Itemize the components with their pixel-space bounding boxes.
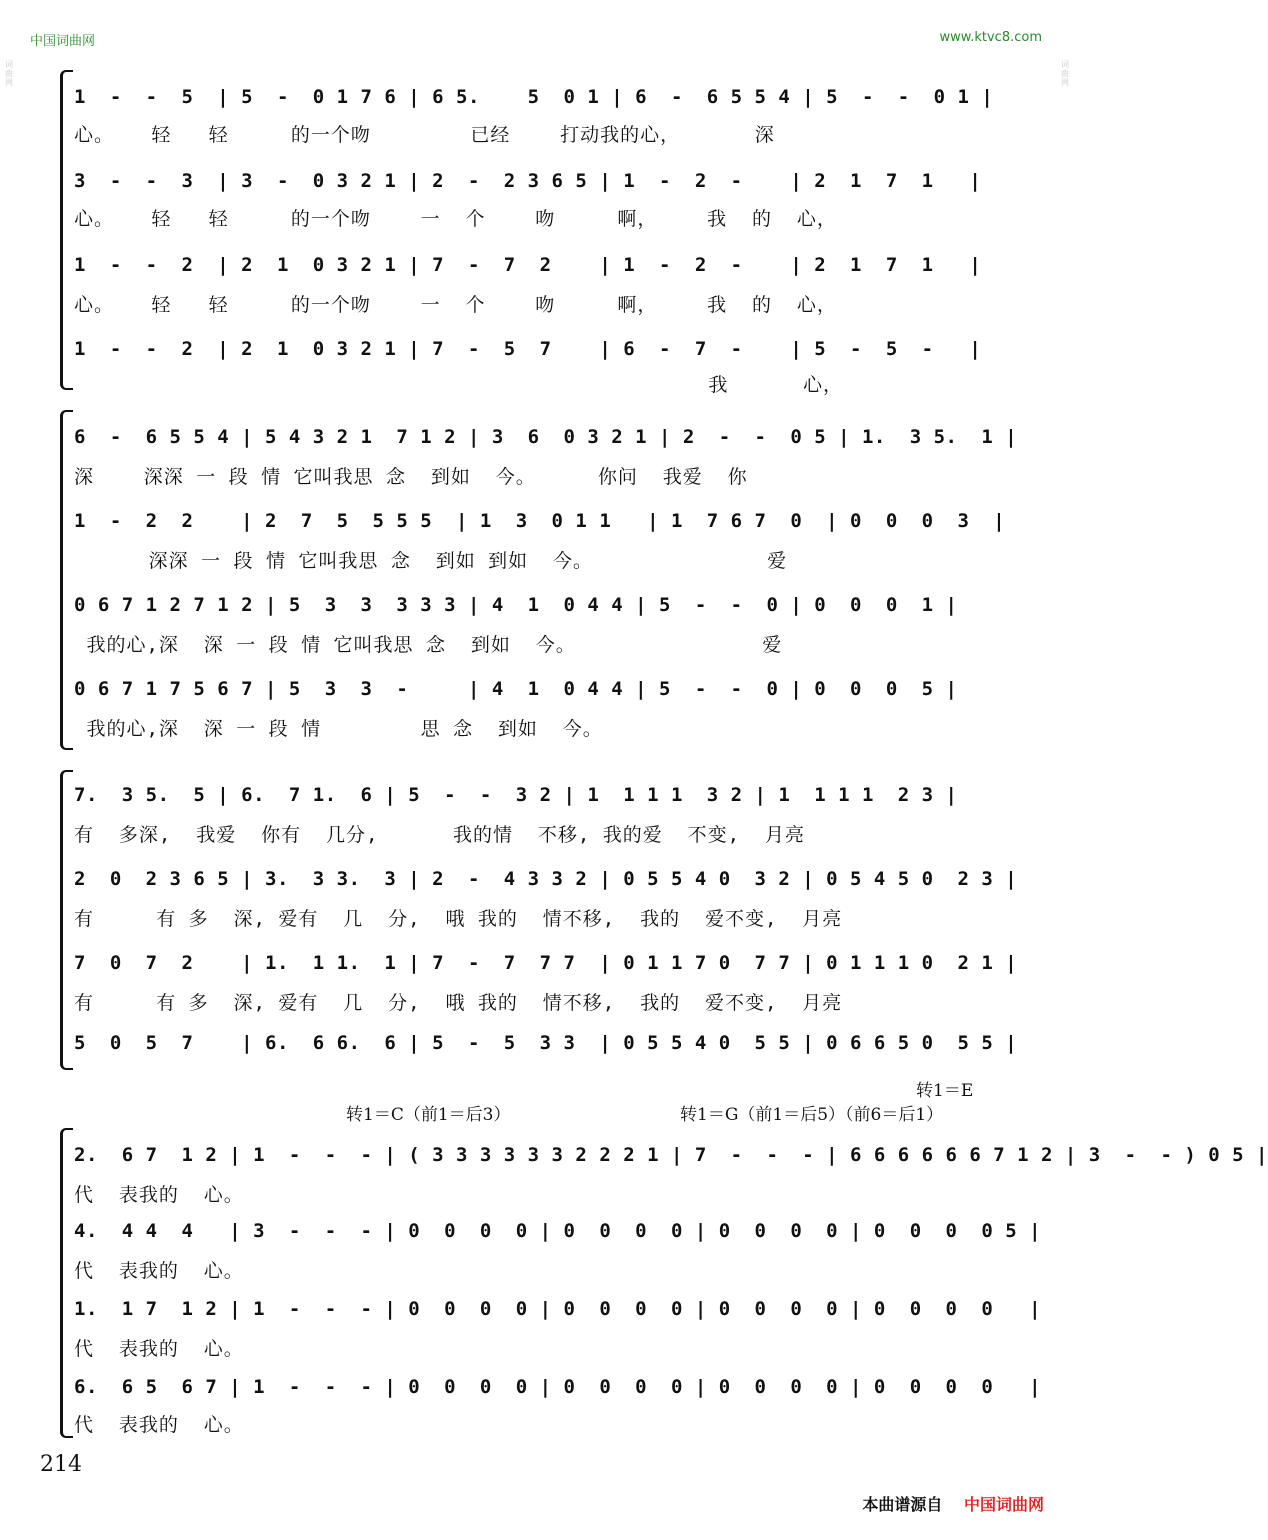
score-system-2 <box>50 410 1030 750</box>
site-url-header: www.ktvc8.com <box>939 30 1042 45</box>
notes-line: 7. 3 5. 5 | 6. 7 1. 6 | 5 - - 3 2 | 1 1 1 1 3 2 | 1 1 1 1 2 3 | <box>74 784 958 806</box>
lyric-line: 深 深深 一 段 情 它叫我思 念 到如 今。 你问 我爱 你 <box>74 466 748 488</box>
notes-line: 1 - 2 2 | 2 7 5 5 5 5 | 1 3 0 1 1 | 1 7 6 7 0 | 0 0 0 3 | <box>74 510 1006 532</box>
system-bracket <box>60 770 73 1070</box>
notes-line: 1 - - 2 | 2 1 0 3 2 1 | 7 - 7 2 | 1 - 2 - | 2 1 7 1 | <box>74 254 982 276</box>
lyric-line: 有 有 多 深, 爱有 几 分, 哦 我的 情不移, 我的 爱不变, 月亮 <box>74 992 843 1014</box>
notes-line: 2 0 2 3 6 5 | 3. 3 3. 3 | 2 - 4 3 3 2 | 0 5 5 4 0 3 2 | 0 5 4 5 0 2 3 | <box>74 868 1018 890</box>
score-system-3 <box>50 770 1030 1070</box>
lyric-line: 心。 轻 轻 的一个吻 一 个 吻 啊， 我 的 心， <box>74 208 837 230</box>
notes-line: 3 - - 3 | 3 - 0 3 2 1 | 2 - 2 3 6 5 | 1 - 2 - | 2 1 7 1 | <box>74 170 982 192</box>
notes-line: 1 - - 5 | 5 - 0 1 7 6 | 6 5. 5 0 1 | 6 - 6 5 5 4 | 5 - - 0 1 | <box>74 86 994 108</box>
lyric-line: 我的心,深 深 一 段 情 它叫我思 念 到如 今。 爱 <box>74 634 783 656</box>
notes-line: 4. 4 4 4 | 3 - - - | 0 0 0 0 | 0 0 0 0 | 0 0 0 0 | 0 0 0 0 5 | <box>74 1220 1042 1242</box>
lyric-line: 我的心,深 深 一 段 情 思 念 到如 今。 <box>74 718 603 740</box>
score-system-4 <box>50 1128 1268 1438</box>
lyric-line: 深深 一 段 情 它叫我思 念 到如 到如 今。 爱 <box>74 550 788 572</box>
notes-line: 6 - 6 5 5 4 | 5 4 3 2 1 7 1 2 | 3 6 0 3 2 1 | 2 - - 0 5 | 1. 3 5. 1 | <box>74 426 1018 448</box>
footer-site-name: 中国词曲网 <box>963 1495 1044 1514</box>
lyric-line: 有 有 多 深, 爱有 几 分, 哦 我的 情不移, 我的 爱不变, 月亮 <box>74 908 843 930</box>
footer-source-label: 本曲谱源自 <box>862 1495 943 1514</box>
lyric-line: 我 心， <box>74 374 844 396</box>
site-name-header: 中国词曲网 <box>30 34 96 49</box>
notes-line: 5 0 5 7 | 6. 6 6. 6 | 5 - 5 3 3 | 0 5 5 4 0 5 5 | 0 6 6 5 0 5 5 | <box>74 1032 1018 1054</box>
footer <box>862 1492 1044 1515</box>
system-bracket <box>60 1128 73 1438</box>
key-change-c: 转1＝C（前1＝后3） <box>346 1105 511 1125</box>
notes-line: 6. 6 5 6 7 | 1 - - - | 0 0 0 0 | 0 0 0 0 | 0 0 0 0 | 0 0 0 0 | <box>74 1376 1042 1398</box>
lyric-line: 代 表我的 心。 <box>74 1260 244 1282</box>
side-watermark-left: 词曲网 <box>5 60 13 87</box>
key-change-g: 转1＝G（前1＝后5）（前6＝后1） <box>680 1105 944 1125</box>
notes-line: 7 0 7 2 | 1. 1 1. 1 | 7 - 7 7 7 | 0 1 1 7 0 7 7 | 0 1 1 1 0 2 1 | <box>74 952 1018 974</box>
score-system-1 <box>50 70 1030 396</box>
side-watermark-right: 词曲网 <box>1061 60 1069 87</box>
lyric-line: 代 表我的 心。 <box>74 1414 244 1436</box>
lyric-line: 心。 轻 轻 的一个吻 一 个 吻 啊， 我 的 心， <box>74 294 837 316</box>
lyric-line: 有 多深, 我爱 你有 几分, 我的情 不移, 我的爱 不变, 月亮 <box>74 824 805 846</box>
notes-line: 0 6 7 1 2 7 1 2 | 5 3 3 3 3 3 | 4 1 0 4 4 | 5 - - 0 | 0 0 0 1 | <box>74 594 958 616</box>
system-bracket <box>60 410 73 750</box>
lyric-line: 代 表我的 心。 <box>74 1338 244 1360</box>
page-number: 214 <box>40 1452 82 1477</box>
notes-line: 0 6 7 1 7 5 6 7 | 5 3 3 - | 4 1 0 4 4 | 5 - - 0 | 0 0 0 5 | <box>74 678 958 700</box>
notes-line: 1 - - 2 | 2 1 0 3 2 1 | 7 - 5 7 | 6 - 7 - | 5 - 5 - | <box>74 338 982 360</box>
notes-line: 1. 1 7 1 2 | 1 - - - | 0 0 0 0 | 0 0 0 0 | 0 0 0 0 | 0 0 0 0 | <box>74 1298 1042 1320</box>
key-change-e: 转1＝E <box>916 1081 974 1101</box>
lyric-line: 心。 轻 轻 的一个吻 已经 打动我的心， 深 <box>74 124 775 146</box>
system-bracket <box>60 70 73 390</box>
notes-line: 2. 6 7 1 2 | 1 - - - | ( 3 3 3 3 3 3 2 2 2 1 | 7 - - - | 6 6 6 6 6 6 7 1 2 | 3 - - ) 0 5 | <box>74 1144 1268 1166</box>
lyric-line: 代 表我的 心。 <box>74 1184 244 1206</box>
